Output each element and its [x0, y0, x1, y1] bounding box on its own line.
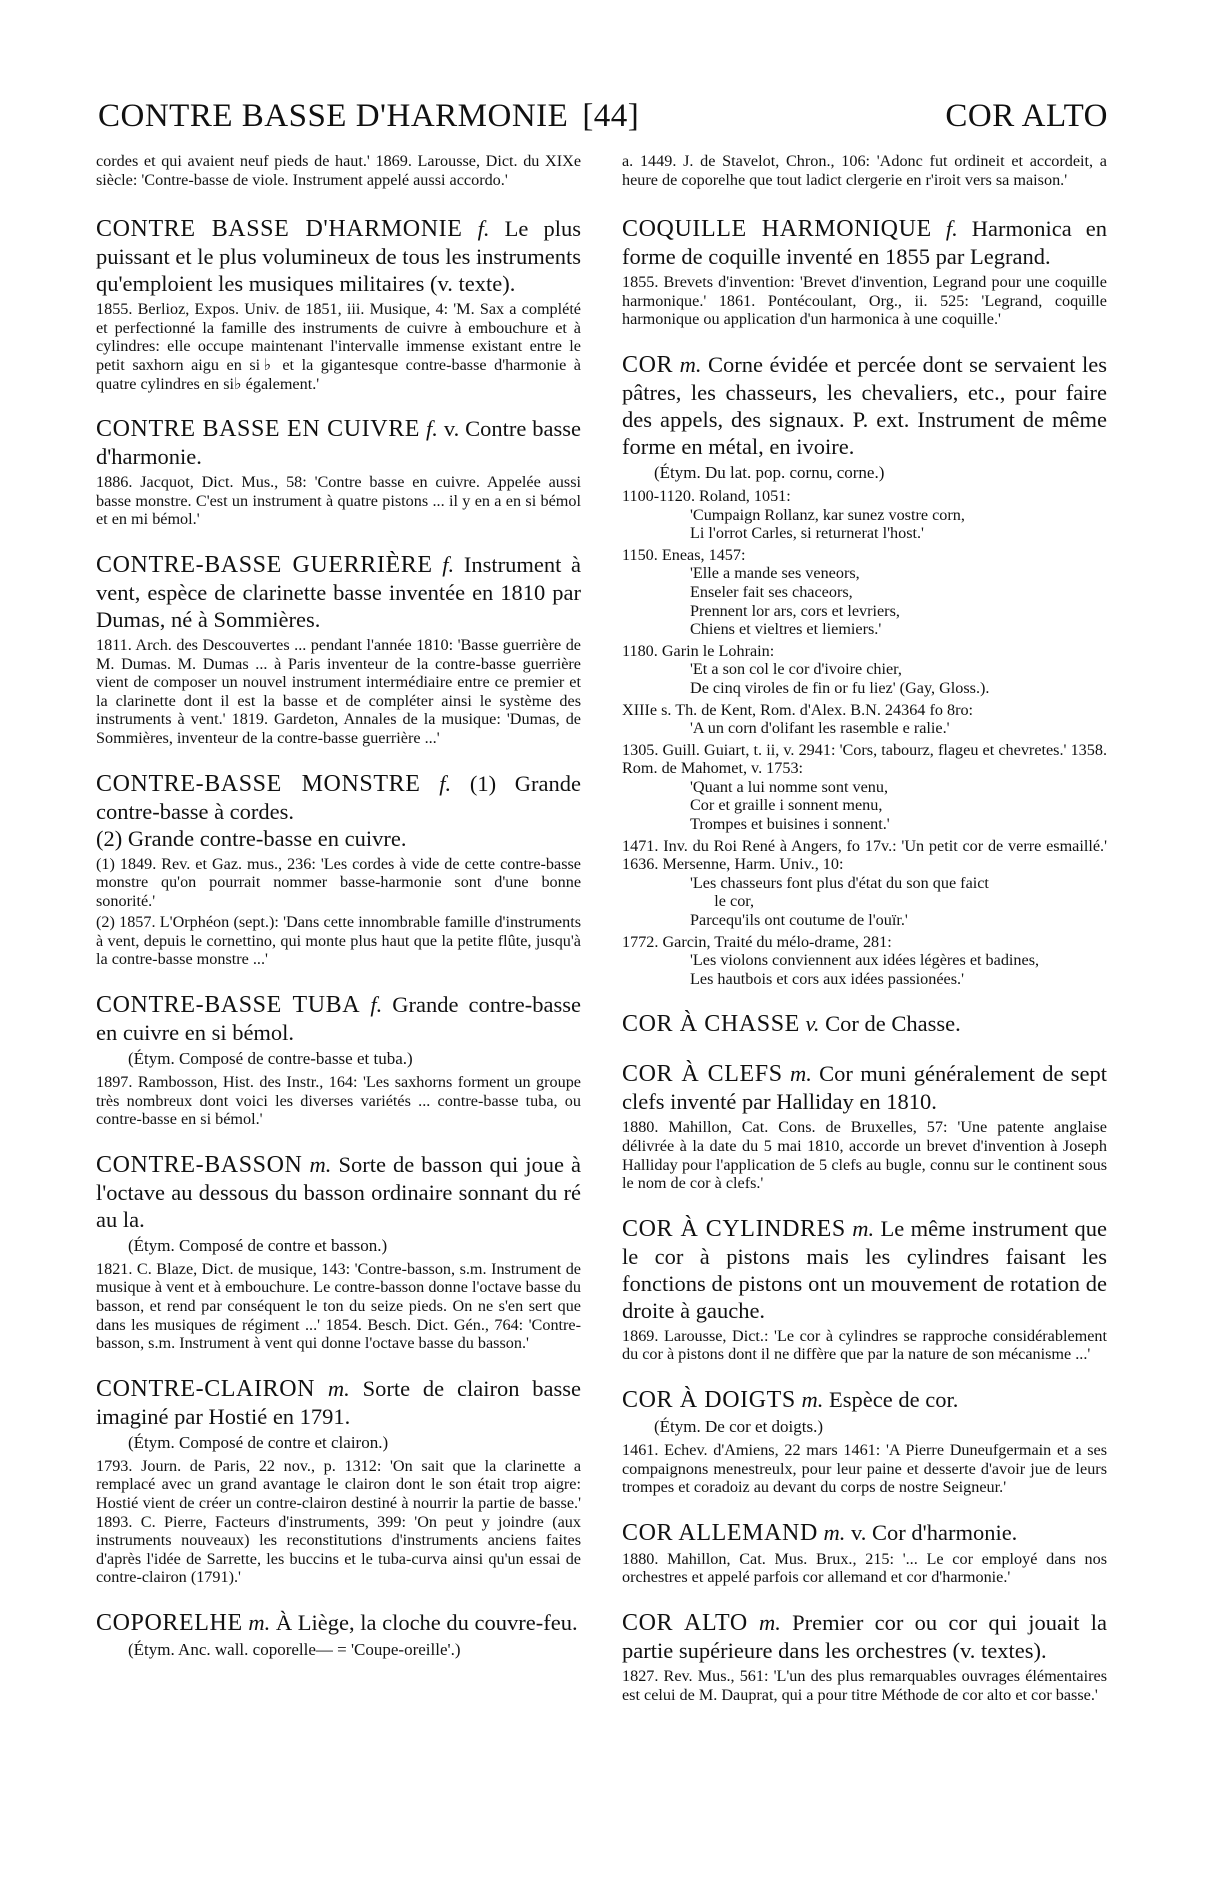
citation: 1793. Journ. de Paris, 22 nov., p. 1312: 'On sait que la clarinette a remplacé avec un grand avantage le clairon dont le son était trop aigre: Hostié vient de créer un contre-clairon destiné à nourrir la partie de basse.' 1893. C. Pierre, Facteurs d'instruments, 399: 'On peut y joindre (aux instruments nouveaux) les reconstitutions d'instruments anciens faites d'après l'idée de Sarrette, les buccins et le tuba-curva ainsi qu'un essai de contre-clairon (1791).': [96, 1456, 581, 1587]
left-column: [96, 152, 581, 1683]
citation: 1880. Mahillon, Cat. Cons. de Bruxelles, 57: 'Une patente anglaise délivrée à la date du 5 mai 1810, accorde un brevet d'invention à Joseph Halliday pour l'application de 5 clefs au bugle, connu sur le continent sous le nom de cor à clefs.': [622, 1118, 1107, 1193]
citation: (1) 1849. Rev. et Gaz. mus., 236: 'Les cordes à vide de cette contre-basse monstre qu'on pourrait nommer basse-harmonie sont d'une bonne sonorité.': [96, 854, 581, 910]
etymology: (Étym. De cor et doigts.): [654, 1416, 824, 1436]
citation: 1827. Rev. Mus., 561: 'L'un des plus remarquables ouvrages élémentaires est celui de M. Dauprat, qui a pour titre Méthode de cor alto et cor basse.': [622, 1666, 1107, 1704]
part-of-speech: m.: [248, 1609, 271, 1635]
entry-heading: [96, 991, 581, 1046]
part-of-speech: v.: [805, 1011, 820, 1037]
headword: COR À CLEFS: [622, 1061, 783, 1088]
definition: Espèce de cor.: [829, 1386, 959, 1412]
part-of-speech: m.: [789, 1061, 812, 1087]
headword: COQUILLE HARMONIQUE: [622, 216, 932, 243]
dictionary-entry: [622, 1215, 1107, 1364]
headword: COPORELHE: [96, 1609, 243, 1636]
citation: 1821. C. Blaze, Dict. de musique, 143: 'Contre-basson, s.m. Instrument de musique à vent et à embouchure. Le contre-basson donne l'octave basse du basson, et rend par conséquent le ton du seize pieds. On ne s'en sert que dans les musiques de régiment ...' 1854. Besch. Dict. Gén., 764: 'Contre-basson, s.m. Instrument à vent qui donne l'octave basse du basson.': [96, 1259, 581, 1353]
definition: v. Contre basse d'harmonie.: [96, 416, 582, 470]
part-of-speech: m.: [309, 1151, 332, 1177]
part-of-speech: f.: [477, 216, 490, 242]
entry-heading: [622, 1010, 1107, 1038]
dictionary-entry: [622, 1519, 1107, 1587]
citation: 1897. Rambosson, Hist. des Instr., 164: 'Les saxhorns forment un groupe très nombreux dont voici les diverses variétés ... contre-basse tuba, ou contre-basse en si bémol.': [96, 1073, 581, 1129]
citation: a. 1449. J. de Stavelot, Chron., 106: 'Adonc fut ordineit et accordeit, a heure de coporelhe que tout ladict clergerie en r'iroit vers sa maison.': [622, 152, 1107, 189]
headword: COR ALLEMAND: [622, 1519, 818, 1546]
etymology: (Étym. Du lat. pop. cornu, corne.): [654, 462, 885, 482]
verse-quotation: 'Quant a lui nomme sont venu, Cor et graille i sonnent menu, Trompes et buisines i sonnent.': [690, 777, 890, 834]
definition: Sorte de clairon basse imaginé par Hostié en 1791.: [96, 1375, 582, 1429]
dictionary-entry: [622, 1386, 1107, 1497]
definition: v. Cor d'harmonie.: [851, 1519, 1018, 1545]
citation: (2) 1857. L'Orphéon (sept.): 'Dans cette innombrable famille d'instruments à vent, depuis le cornettino, qui monte plus haut que la petite flûte, jusqu'à la contre-basse monstre ...': [96, 913, 581, 969]
page-number: [44]: [582, 98, 640, 134]
part-of-speech: f.: [439, 770, 452, 796]
etymology: (Étym. Composé de contre et basson.): [128, 1235, 388, 1255]
right-column: [622, 152, 1107, 1726]
definition: Premier cor ou cor qui jouait la partie supérieure dans les orchestres (v. textes).: [622, 1609, 1108, 1663]
dictionary-entry: [622, 351, 1107, 988]
headword: CONTRE-BASSON: [96, 1151, 303, 1178]
citation: 1772. Garcin, Traité du mélo-drame, 281:: [622, 932, 892, 951]
dictionary-entry: [96, 215, 581, 393]
dictionary-entry: [96, 1151, 581, 1353]
dictionary-entry: [96, 551, 581, 748]
headword: CONTRE-CLAIRON: [96, 1375, 316, 1402]
headword: COR ALTO: [622, 1609, 748, 1636]
dictionary-entry: [96, 1375, 581, 1587]
definition: Cor muni généralement de sept clefs inventé par Halliday en 1810.: [622, 1061, 1108, 1115]
citation: 1180. Garin le Lohrain:: [622, 641, 775, 660]
entry-heading: [622, 1215, 1107, 1324]
entry-heading: [96, 415, 581, 470]
entry-heading: [96, 1609, 581, 1637]
dictionary-entry: [96, 770, 581, 970]
continuation-text: [96, 152, 581, 189]
verse-quotation: 'Cumpaign Rollanz, kar sunez vostre corn, Li l'orrot Carles, si returnerat l'host.': [690, 505, 965, 543]
definition: Grande contre-basse en cuivre en si bémol.: [96, 992, 582, 1046]
part-of-speech: m.: [679, 351, 702, 377]
etymology: (Étym. Anc. wall. coporelle— = 'Coupe-oreille'.): [128, 1639, 461, 1659]
definition: Sorte de basson qui joue à l'octave au dessous du basson ordinaire sonnant du ré au la.: [96, 1151, 582, 1232]
citation: 1855. Brevets d'invention: 'Brevet d'invention, Legrand pour une coquille harmonique.' 1861. Pontécoulant, Org., ii. 525: 'Legrand, coquille harmonique ou application d'un harmonica à une coquille.': [622, 273, 1107, 329]
headword: CONTRE-BASSE MONSTRE: [96, 770, 421, 797]
definition: (1) Grande contre-basse à cordes.: [96, 770, 582, 824]
part-of-speech: m.: [759, 1609, 781, 1635]
citation: cordes et qui avaient neuf pieds de haut.' 1869. Larousse, Dict. du XIXe siècle: 'Contre-basse de viole. Instrument appelé aussi accordo.': [96, 152, 581, 189]
part-of-speech: f.: [426, 416, 438, 442]
etymology: (Étym. Composé de contre et clairon.): [128, 1432, 389, 1452]
dictionary-entry: [622, 1010, 1107, 1038]
citation: 1305. Guill. Guiart, t. ii, v. 2941: 'Cors, tabourz, flageu et chevretes.' 1358. Rom. de Mahomet, v. 1753:: [622, 740, 1107, 778]
headword: COR: [622, 351, 674, 378]
definition: À Liège, la cloche du couvre-feu.: [275, 1609, 578, 1635]
verse-quotation: 'Les violons conviennent aux idées légères et badines, Les hautbois et cors aux idées passionées.': [690, 951, 1040, 988]
verse-quotation: 'Les chasseurs font plus d'état du son que faict le cor, Parcequ'ils ont coutume de l'ouïr.': [690, 873, 989, 930]
definition: Instrument à vent, espèce de clarinette basse inventée en 1810 par Dumas, né à Sommières.: [96, 551, 582, 632]
definition: Cor de Chasse.: [825, 1011, 961, 1037]
entry-heading: [622, 1609, 1107, 1664]
dictionary-entry: [622, 1060, 1107, 1192]
continuation-text: [622, 152, 1107, 189]
dictionary-entry: [96, 415, 581, 529]
running-head: [98, 98, 1108, 138]
definition: Corne évidée et percée dont se servaient les pâtres, les chasseurs, les chevaliers, etc., pour faire des appels, des signaux. P. ext. Instrument de même forme en métal, en ivoire.: [622, 351, 1108, 459]
citation: 1150. Eneas, 1457:: [622, 545, 746, 564]
part-of-speech: f.: [945, 216, 958, 242]
entry-heading: [96, 770, 581, 825]
entry-heading: [622, 1386, 1107, 1414]
entry-heading: [622, 351, 1107, 460]
citation: 1471. Inv. du Roi René à Angers, fo 17v.: 'Un petit cor de verre esmaillé.' 1636. Mersenne, Harm. Univ., 10:: [622, 836, 1107, 874]
running-head-left: CONTRE BASSE D'HARMONIE [44]: [98, 98, 640, 134]
etymology: (Étym. Composé de contre-basse et tuba.): [128, 1049, 413, 1069]
entry-heading: [96, 1151, 581, 1233]
entry-heading: [96, 1375, 581, 1430]
citation: 1855. Berlioz, Expos. Univ. de 1851, iii. Musique, 4: 'M. Sax a complété et perfectionné la famille des instruments de cuivre à embouchure et à cylindres: elle occupe maintenant l'intervalle immense existant entre le petit saxhorn aigu en si♭ et la gigantesque contre-basse d'harmonie à quatre cylindres en si♭ également.': [96, 300, 581, 393]
part-of-speech: f.: [370, 992, 383, 1018]
entry-heading: [622, 1519, 1107, 1547]
headword: CONTRE-BASSE TUBA: [96, 992, 361, 1019]
headword: CONTRE-BASSE GUERRIÈRE: [96, 551, 433, 578]
citation: 1886. Jacquot, Dict. Mus., 58: 'Contre basse en cuivre. Appelée aussi basse monstre. C'est un instrument à quatre pistons ... il y en a en si bémol et en mi bémol.': [96, 473, 581, 529]
citation: 1869. Larousse, Dict.: 'Le cor à cylindres se rapproche considérablement du cor à pistons dont il ne diffère que par la nature de son mécanisme ...': [622, 1326, 1107, 1364]
verse-quotation: 'A un corn d'olifant les rasemble e ralie.': [690, 719, 950, 738]
dictionary-entry: [96, 1609, 581, 1661]
running-head-right: COR ALTO: [945, 98, 1108, 134]
definition-secondary: (2) Grande contre-basse en cuivre.: [96, 825, 407, 851]
headword: COR À CYLINDRES: [622, 1215, 846, 1242]
citation: 1811. Arch. des Descouvertes ... pendant l'année 1810: 'Basse guerrière de M. Dumas. M. Dumas ... à Paris inventeur de la contre-basse guerrière vient de composer un nouvel instrument intermédiaire entre ce premier et la clarinette dont il est la basse et de compléter ainsi le système des instruments à vent.' 1819. Gardeton, Annales de la musique: 'Dumas, de Sommières, inventeur de la contre-basse guerrière ...': [96, 635, 581, 747]
definition: Le plus puissant et le plus volumineux de tous les instruments qu'emploient les musiques militaires (v. texte).: [96, 216, 581, 297]
citation: 1880. Mahillon, Cat. Mus. Brux., 215: '... Le cor employé dans nos orchestres et appelé parfois cor allemand et cor d'harmonie.': [622, 1549, 1107, 1587]
citation: 1461. Echev. d'Amiens, 22 mars 1461: 'A Pierre Duneufgermain et a ses compaignons menestreulx, pour leur paine et desserte d'avoir jue de leurs trompes et coradoiz au devant du corps de nostre Seigneur.': [622, 1440, 1107, 1497]
verse-quotation: 'Elle a mande ses veneors, Enseler fait ses chaceors, Prennent lor ars, cors et levriers, Chiens et vieltres et liemiers.': [690, 564, 900, 639]
headword: CONTRE BASSE D'HARMONIE: [96, 216, 463, 243]
headword: COR À DOIGTS: [622, 1386, 796, 1413]
part-of-speech: m.: [852, 1215, 875, 1241]
entry-heading: [96, 215, 581, 297]
verse-quotation: 'Et a son col le cor d'ivoire chier, De cinq viroles de fin or fu liez' (Gay, Gloss.).: [690, 660, 990, 697]
definition: Le même instrument que le cor à pistons mais les cylindres faisant les fonctions de pistons ont un mouvement de rotation de droite à gauche.: [622, 1215, 1108, 1323]
headword: CONTRE BASSE EN CUIVRE: [96, 416, 421, 443]
dictionary-entry: [96, 991, 581, 1129]
headword: COR À CHASSE: [622, 1011, 800, 1038]
part-of-speech: m.: [801, 1386, 824, 1412]
part-of-speech: m.: [823, 1519, 846, 1545]
part-of-speech: f.: [442, 551, 455, 577]
entry-heading: [622, 215, 1107, 270]
entry-heading: [96, 551, 581, 633]
part-of-speech: m.: [327, 1375, 350, 1401]
entry-heading: [622, 1060, 1107, 1115]
citation: XIIIe s. Th. de Kent, Rom. d'Alex. B.N. 24364 fo 8ro:: [622, 700, 974, 719]
dictionary-entry: [622, 215, 1107, 329]
citation: 1100-1120. Roland, 1051:: [622, 486, 791, 505]
dictionary-entry: [622, 1609, 1107, 1704]
definition: Harmonica en forme de coquille inventé en 1855 par Legrand.: [622, 216, 1108, 270]
